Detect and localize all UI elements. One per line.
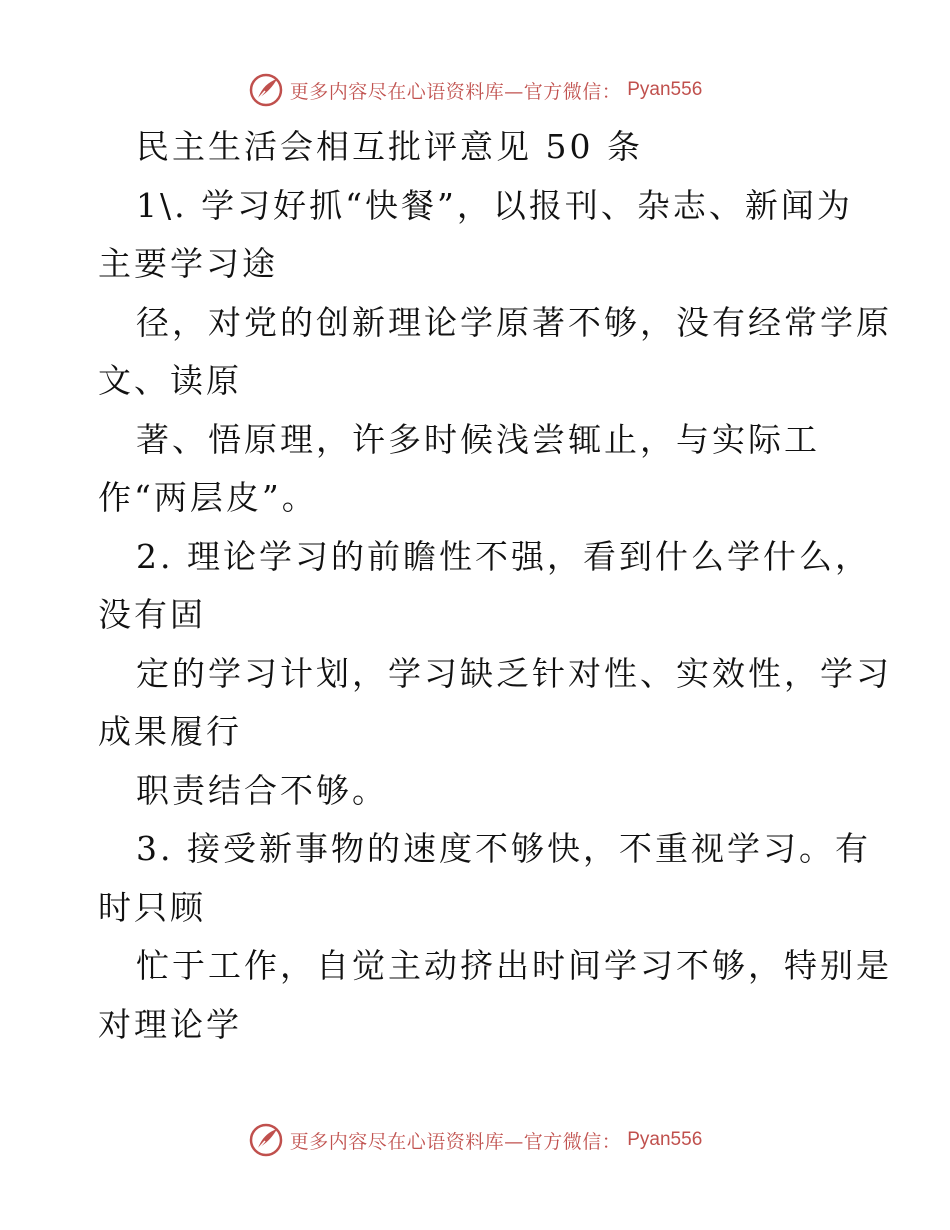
- text-line: 2. 理论学习的前瞻性不强，看到什么学什么，: [136, 536, 871, 576]
- text-line: 时只顾: [98, 887, 206, 927]
- text-line: 忙于工作，自觉主动挤出时间学习不够，特别是: [136, 946, 892, 985]
- text-line: 民主生活会相互批评意见 50 条: [136, 127, 643, 166]
- text-line: 径，对党的创新理论学原著不够，没有经常学原: [136, 302, 892, 342]
- document-body: [98, 118, 892, 1054]
- feather-pen-logo-icon: [248, 72, 284, 108]
- text-line: 1\. 学习好抓“快餐”，以报刊、杂志、新闻为: [136, 185, 853, 225]
- banner-contact: Pyan556: [627, 79, 703, 100]
- banner-text: 更多内容尽在心语资料库—官方微信：: [289, 1130, 622, 1153]
- text-line: 作“两层皮”。: [98, 478, 318, 517]
- text-line: 对理论学: [98, 1004, 242, 1044]
- text-line: 主要学习途: [98, 244, 278, 283]
- text-line: 著、悟原理，许多时候浅尝辄止，与实际工: [136, 419, 820, 459]
- text-line: 职责结合不够。: [136, 770, 388, 810]
- text-line: 成果履行: [98, 712, 242, 751]
- feather-pen-logo-icon: [248, 1122, 284, 1158]
- text-line: 文、读原: [98, 361, 242, 400]
- banner-contact: Pyan556: [627, 1129, 703, 1150]
- text-line: 没有固: [98, 595, 206, 634]
- footer-banner: [0, 1120, 950, 1160]
- text-line: 3. 接受新事物的速度不够快，不重视学习。有: [136, 829, 871, 868]
- banner-text: 更多内容尽在心语资料库—官方微信：: [289, 80, 622, 103]
- header-banner: [0, 70, 950, 110]
- text-line: 定的学习计划，学习缺乏针对性、实效性，学习: [136, 653, 892, 693]
